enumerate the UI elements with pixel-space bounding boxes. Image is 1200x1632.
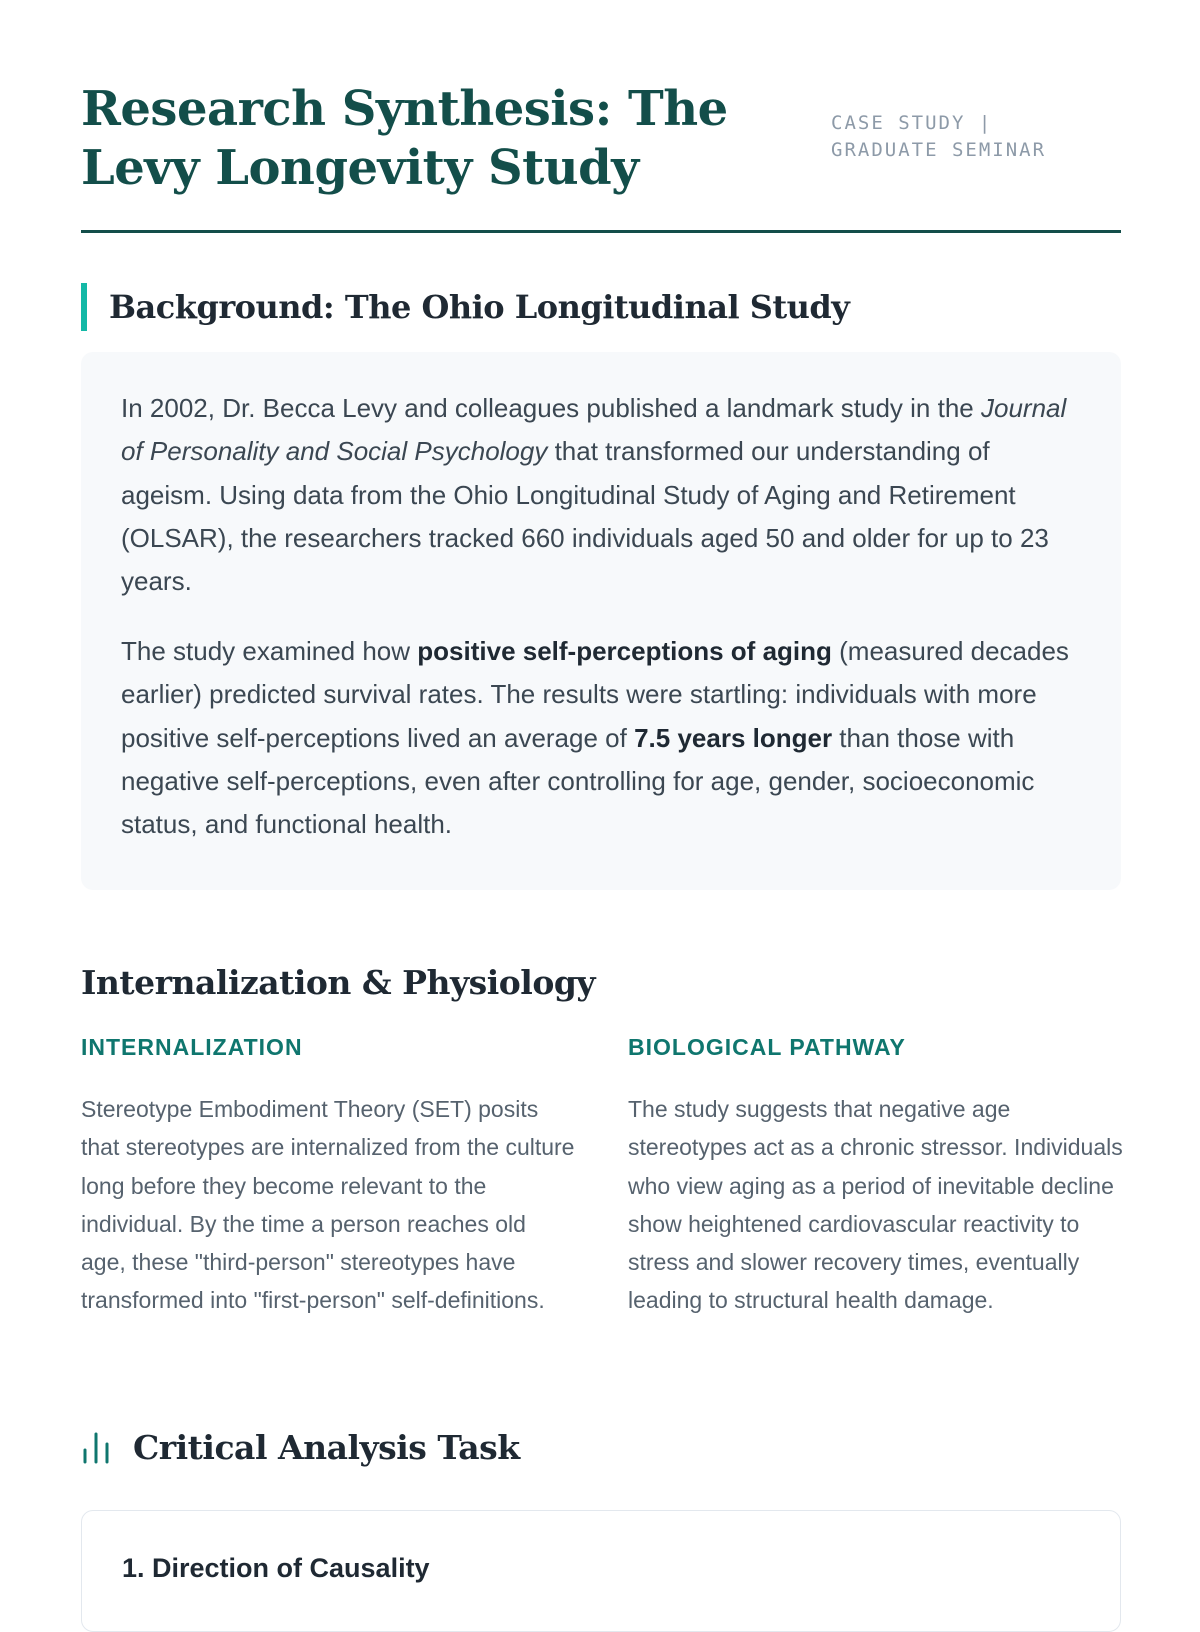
task-card	[81, 1510, 1121, 1632]
document-header	[81, 80, 1121, 233]
background-text-segment: The study examined how	[121, 636, 418, 666]
task-title: 1. Direction of Causality	[122, 1553, 430, 1583]
background-panel	[81, 352, 1121, 890]
highlight-positive-self-perceptions: positive self-perceptions of aging	[417, 636, 832, 666]
page-title: Research Synthesis: The Levy Longevity Study	[81, 81, 728, 196]
background-text-segment: than those with negative self-perceptions, even after controlling for age, gender, socioeconomic status, and functional health.	[121, 722, 1035, 840]
document-meta-label: CASE STUDY | GRADUATE SEMINAR	[831, 112, 1047, 161]
internalization-heading: Internalization & Physiology	[81, 963, 596, 1002]
background-heading: Background: The Ohio Longitudinal Study	[81, 283, 849, 331]
biological-pathway-text: The study suggests that negative age stereotypes act as a chronic stressor. Individuals who view aging as a period of inevitable decline show heightened cardiovascular reactivity to stress and slower recovery times, eventually leading to structural health damage.	[628, 1096, 1123, 1314]
critical-analysis-heading-row	[81, 1423, 520, 1471]
critical-analysis-heading: Critical Analysis Task	[133, 1427, 520, 1467]
background-text-segment: that transformed our understanding of ageism. Using data from the Ohio Longitudinal Study of Aging and Retirement (OLSAR), the researchers tracked 660 individuals aged 50 and older for up to 23 years.	[121, 436, 1049, 597]
background-text-segment: (measured decades earlier) predicted survival rates. The results were startling: individuals with more positive self-perceptions lived an average of	[121, 636, 1069, 753]
background-paragraph-2	[121, 630, 1081, 846]
background-paragraph-1	[121, 387, 1081, 603]
internalization-column	[81, 1032, 576, 1320]
highlight-years-longer: 7.5 years longer	[634, 722, 833, 753]
bar-chart-icon	[81, 1430, 111, 1464]
internalization-label: INTERNALIZATION	[81, 1034, 303, 1060]
biological-pathway-label: BIOLOGICAL PATHWAY	[628, 1034, 906, 1060]
biological-pathway-column	[628, 1032, 1123, 1320]
journal-name: Journal of Personality and Social Psychology	[121, 393, 1067, 467]
internalization-text: Stereotype Embodiment Theory (SET) posits that stereotypes are internalized from the culture long before they become relevant to the individual. By the time a person reaches old age, these "third-person" stereotypes have transformed into "first-person" self-definitions.	[81, 1096, 575, 1314]
background-text-segment: In 2002, Dr. Becca Levy and colleagues published a landmark study in the	[121, 393, 981, 423]
